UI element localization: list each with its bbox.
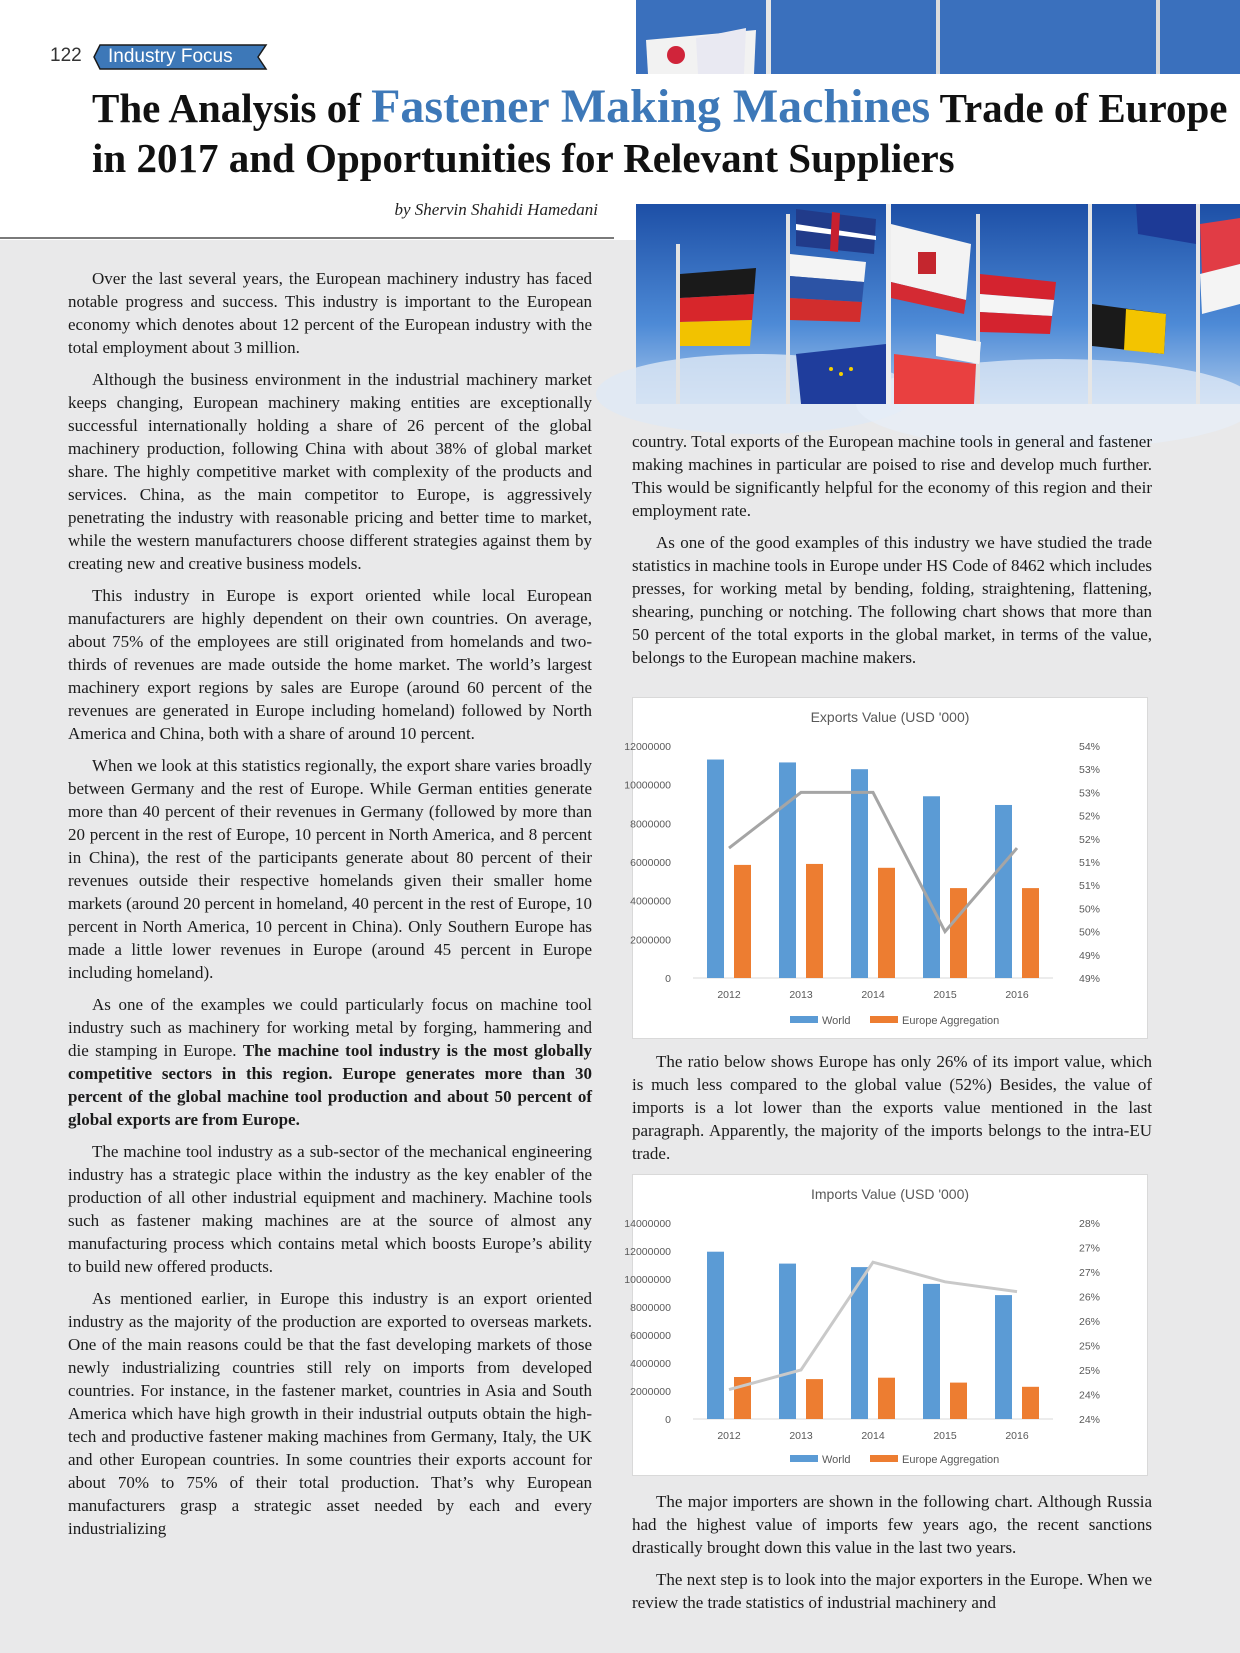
bar-world <box>995 1295 1012 1419</box>
legend-label-europe: Europe Aggregation <box>902 1454 1000 1466</box>
title-prefix: The Analysis of <box>92 85 372 131</box>
bar-europe-aggregation <box>734 865 751 978</box>
y-tick-label: 14000000 <box>624 1218 671 1230</box>
x-tick-label: 2012 <box>717 989 741 1001</box>
y2-tick-label: 52% <box>1079 833 1101 846</box>
right-column-middle <box>632 1050 1152 1174</box>
imports-chart-svg <box>624 1175 1147 1475</box>
y2-tick-label: 24% <box>1079 1414 1101 1426</box>
bar-europe-aggregation <box>950 888 967 978</box>
bar-world <box>779 762 796 978</box>
y2-tick-label: 53% <box>1079 787 1101 800</box>
bar-europe-aggregation <box>1022 888 1039 978</box>
bar-europe-aggregation <box>950 1383 967 1419</box>
right-column-bottom <box>632 1490 1152 1623</box>
y2-tick-label: 26% <box>1079 1316 1101 1328</box>
y2-tick-label: 49% <box>1079 973 1101 985</box>
y2-tick-label: 26% <box>1079 1291 1101 1304</box>
paragraph: The machine tool industry as a sub-sector of the mechanical engineering industry has a strategic place within the industry as the key enabler of the production of all other industrial equipment and machinery. Machine tools such as fastener making machines are at the source of almost any manufacturing process which contains metal which boosts Europe’s ability to build new offered products. <box>68 1142 592 1276</box>
y-tick-label: 10000000 <box>624 779 671 792</box>
section-tag-label: Industry Focus <box>108 46 233 67</box>
paragraph-text: As one of the examples we could particularly focus on machine tool industry such as machinery for working metal by forging, hammering and die stamping in Europe. <box>68 995 592 1060</box>
y2-tick-label: 27% <box>1079 1267 1101 1279</box>
header-rule <box>0 237 614 239</box>
y-tick-label: 8000000 <box>630 818 671 831</box>
y-tick-label: 8000000 <box>630 1302 671 1314</box>
legend-label-world: World <box>822 1015 851 1027</box>
right-column-top <box>632 430 1152 678</box>
y2-tick-label: 25% <box>1079 1365 1101 1377</box>
y-tick-label: 12000000 <box>624 1246 671 1258</box>
bar-world <box>707 1252 724 1419</box>
paragraph: Although the business environment in the industrial machinery market keeps changing, European machinery making entities are exceptionally successful internationally holding a share of 26 percent of the global machinery production, following China with about 38% of global market share. The highly competitive market with complexity of the products and services. China, as the main competitor to Europe, is aggressively penetrating the industry with reasonable pricing and better time to market, while the western manufacturers choose different strategies against them by creating new and creative business models. <box>68 370 592 573</box>
paragraph: country. Total exports of the European machine tools in general and fastener making machines in particular are poised to rise and develop much further. This would be significantly helpful for the economy of this region and their employment rate. <box>632 432 1152 520</box>
y-tick-label: 0 <box>665 1414 671 1426</box>
exports-chart-svg <box>624 698 1147 1038</box>
x-tick-label: 2013 <box>789 1430 813 1442</box>
legend-swatch-europe <box>870 1016 898 1023</box>
bar-europe-aggregation <box>878 1378 895 1419</box>
y2-tick-label: 54% <box>1079 741 1101 753</box>
page-number: 122 <box>50 45 82 66</box>
x-tick-label: 2013 <box>789 989 813 1001</box>
paragraph: When we look at this statistics regionally, the export share varies broadly between Germany and the rest of Europe. While German entities generate more than 40 percent of their revenues in Germany (followed by more than 20 percent in the rest of Europe, 10 percent in North America, and 8 percent in China), the rest of the participants generate about 80 percent of their revenues outside their respective homelands given their smaller home markets (around 20 percent in homeland, 40 percent in the rest of Europe, 10 percent in North America, 10 percent in China). Only Southern Europe has made a little lower revenues in Europe (around 45 percent in Europe including homeland). <box>68 756 592 982</box>
paragraph: As mentioned earlier, in Europe this industry is an export oriented industry as the majority of the production are exported to overseas markets. One of the main reasons could be that the fast developing markets of those newly industrializing countries still rely on imports from developed countries. For instance, in the fastener market, countries in Asia and South America which have high growth in their industrial outputs obtain the high-tech and productive fastener making machines from Germany, Italy, the UK and other European countries. In some countries their exports account for about 70% to 75% of their total production. That’s why European manufacturers grasp a strategic asset needed by each and every industrializing <box>68 1289 592 1538</box>
bar-world <box>923 796 940 978</box>
y2-tick-label: 24% <box>1079 1389 1101 1402</box>
title-suffix: Trade of Europe in 2017 and Opportunities for Relevant Suppliers <box>92 85 1228 181</box>
bar-world <box>779 1264 796 1419</box>
y2-tick-label: 51% <box>1079 880 1101 893</box>
flags-photo <box>636 204 1240 404</box>
y-tick-label: 6000000 <box>630 857 671 869</box>
y2-tick-label: 51% <box>1079 857 1101 869</box>
y-tick-label: 4000000 <box>630 1358 671 1370</box>
byline: by Shervin Shahidi Hamedani <box>394 200 598 219</box>
chart-title: Exports Value (USD '000) <box>810 709 970 725</box>
legend-label-world: World <box>822 1454 851 1466</box>
title-highlight: Fastener Making Machines <box>371 80 931 133</box>
y-tick-label: 10000000 <box>624 1274 671 1286</box>
legend-swatch-europe <box>870 1455 898 1462</box>
x-tick-label: 2015 <box>933 989 957 1001</box>
chart-title: Imports Value (USD '000) <box>810 1186 970 1202</box>
bar-world <box>851 769 868 978</box>
paragraph: The next step is to look into the major exporters in the Europe. When we review the trade statistics of industrial machinery and <box>632 1570 1152 1612</box>
y-tick-label: 0 <box>665 973 671 985</box>
y-tick-label: 12000000 <box>624 741 671 753</box>
x-tick-label: 2015 <box>933 1430 957 1442</box>
y2-tick-label: 52% <box>1079 810 1101 823</box>
paragraph: The ratio below shows Europe has only 26% of its import value, which is much less compared to the global value (52%) Besides, the value of imports is a lot lower than the exports value mentioned in the last paragraph. Apparently, the majority of the imports belongs to the intra-EU trade. <box>632 1052 1152 1163</box>
paragraph: This industry in Europe is export oriented while local European manufacturers are highly dependent on their own countries. On average, about 75% of the employees are still originated from homelands and two-thirds of revenues are made outside the home market. The world’s largest machinery export regions by sales are Europe (around 60 percent of the revenues are generated in Europe including homeland) followed by North America and China, both with a share of around 10 percent. <box>68 586 592 743</box>
paragraph: The major importers are shown in the following chart. Although Russia had the highest value of imports few years ago, the recent sanctions drastically brought down this value in the last two years. <box>632 1492 1152 1557</box>
y2-tick-label: 25% <box>1079 1340 1101 1353</box>
x-tick-label: 2016 <box>1005 1430 1029 1442</box>
bar-europe-aggregation <box>806 864 823 978</box>
article-title <box>92 82 1232 183</box>
y2-tick-label: 28% <box>1079 1218 1101 1230</box>
ratio-line <box>729 1262 1017 1389</box>
y2-tick-label: 49% <box>1079 949 1101 962</box>
paragraph <box>68 993 592 1131</box>
paragraph-bold-text: The machine tool industry is the most globally competitive sectors in this region. Europe generates more than 30 percent of the global machine tool production and about 50 percent of global exports are from Europe. <box>68 1041 592 1129</box>
x-tick-label: 2012 <box>717 1430 741 1442</box>
ratio-line <box>729 792 1017 931</box>
bar-world <box>923 1284 940 1419</box>
x-tick-label: 2016 <box>1005 989 1029 1001</box>
y2-tick-label: 27% <box>1079 1242 1101 1255</box>
left-column <box>68 267 592 1549</box>
bar-world <box>707 760 724 978</box>
y-tick-label: 2000000 <box>630 934 671 947</box>
flags-photo-top <box>636 0 1240 74</box>
y2-tick-label: 50% <box>1079 903 1101 916</box>
legend-swatch-world <box>790 1016 818 1023</box>
legend-label-europe: Europe Aggregation <box>902 1015 1000 1027</box>
bar-world <box>995 805 1012 978</box>
x-tick-label: 2014 <box>861 989 885 1001</box>
paragraph: Over the last several years, the European machinery industry has faced notable progress and success. This industry is important to the European economy which denotes about 12 percent of the European industry with the total employment about 3 million. <box>68 269 592 357</box>
legend-swatch-world <box>790 1455 818 1462</box>
y-tick-label: 6000000 <box>630 1330 671 1342</box>
section-tag <box>94 45 266 69</box>
bar-europe-aggregation <box>1022 1387 1039 1419</box>
bar-europe-aggregation <box>806 1379 823 1419</box>
imports-chart <box>624 1174 1148 1476</box>
y-tick-label: 4000000 <box>630 895 671 908</box>
y2-tick-label: 50% <box>1079 926 1101 939</box>
x-tick-label: 2014 <box>861 1430 885 1442</box>
paragraph: As one of the good examples of this industry we have studied the trade statistics in machine tools in Europe under HS Code of 8462 which includes presses, for working metal by bending, folding, straightening, flattening, shearing, punching or notching. The following chart shows that more than 50 percent of the total exports in the global market, in terms of the value, belongs to the European machine makers. <box>632 533 1152 667</box>
y-tick-label: 2000000 <box>630 1386 671 1398</box>
bar-europe-aggregation <box>878 868 895 978</box>
exports-chart <box>624 697 1148 1039</box>
y2-tick-label: 53% <box>1079 764 1101 777</box>
